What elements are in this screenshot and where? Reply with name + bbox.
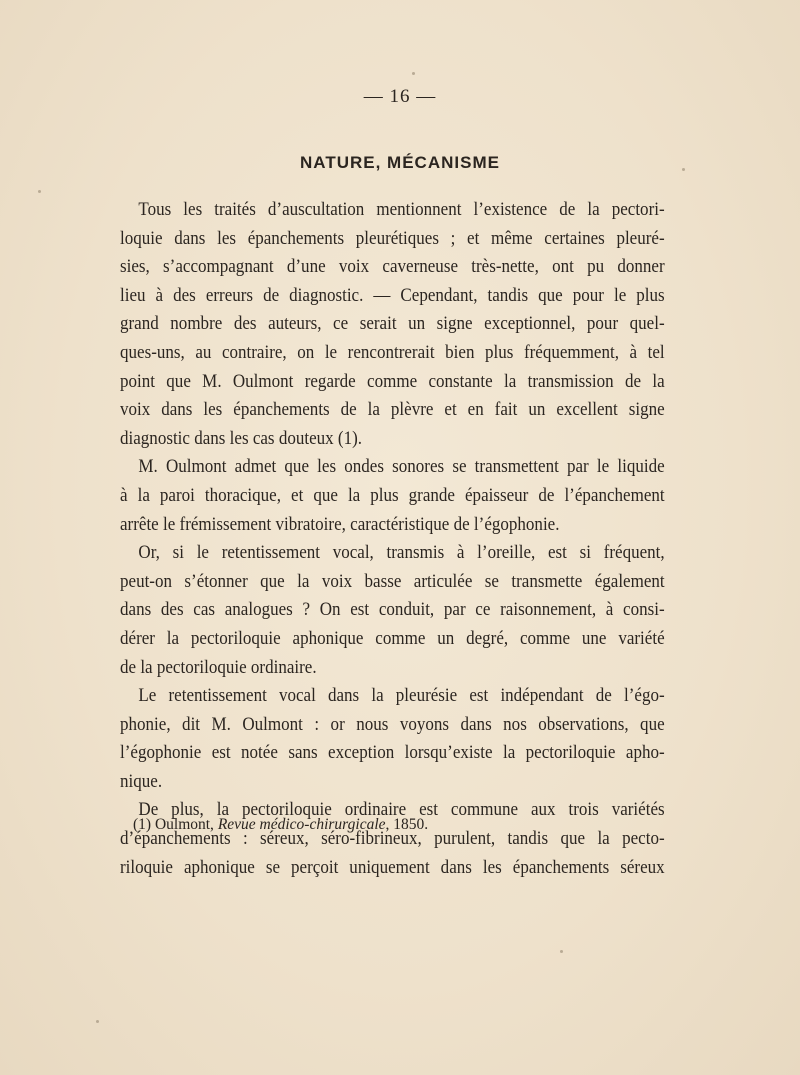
text-line: De plus, la pectoriloquie ordinaire est commune aux trois variétés xyxy=(138,800,665,821)
footnote-source: Revue médico-chirurgicale xyxy=(217,816,386,833)
text-line: grand nombre des auteurs, ce serait un signe exceptionnel, pour quel- xyxy=(120,314,665,335)
text-line: de la pectoriloquie ordinaire. xyxy=(120,657,317,678)
text-line: M. Oulmont admet que les ondes sonores se transmettent par le liquide xyxy=(138,457,665,478)
text-line: ques-uns, au contraire, on le rencontrerait bien plus fréquemment, à tel xyxy=(120,342,665,363)
text-line: nique. xyxy=(120,771,163,792)
text-line: Tous les traités d’auscultation mentionnent l’existence de la pectori- xyxy=(138,200,665,220)
text-line: à la paroi thoracique, et que la plus grande épaisseur de l’épanchement xyxy=(120,485,665,506)
text-line: arrête le frémissement vibratoire, caractéristique de l’égophonie. xyxy=(120,514,560,535)
text-line: point que M. Oulmont regarde comme constante la transmission de la xyxy=(120,371,665,392)
text-line: lieu à des erreurs de diagnostic. — Cependant, tandis que pour le plus xyxy=(120,285,665,306)
paper-speck xyxy=(38,190,41,193)
footnote xyxy=(133,816,428,834)
text-line: dérer la pectoriloquie aphonique comme un degré, comme une variété xyxy=(120,628,665,649)
text-line: d’épanchements : séreux, séro-fibrineux, purulent, tandis que la pecto- xyxy=(120,829,665,850)
section-heading: NATURE, MÉCANISME xyxy=(300,153,500,172)
text-line: sies, s’accompagnant d’une voix caverneuse très-nette, ont pu donner xyxy=(120,257,665,278)
text-line: voix dans les épanchements de la plèvre et en fait un excellent signe xyxy=(120,400,665,421)
page-number: — 16 — xyxy=(363,86,437,107)
paper-speck xyxy=(412,72,415,75)
body-text xyxy=(120,196,665,882)
paper-speck xyxy=(96,1020,99,1023)
paper-speck xyxy=(682,168,685,171)
text-line: loquie dans les épanchements pleurétiques ; et même certaines pleuré- xyxy=(120,228,665,249)
text-line: riloquie aphonique se perçoit uniquement dans les épanchements séreux xyxy=(120,857,665,878)
text-line: l’égophonie est notée sans exception lorsqu’existe la pectoriloquie apho- xyxy=(120,743,665,764)
text-line: dans des cas analogues ? On est conduit, par ce raisonnement, à consi- xyxy=(120,600,665,621)
text-line: Or, si le retentissement vocal, transmis à l’oreille, est si fréquent, xyxy=(138,543,665,564)
footnote-prefix: (1) Oulmont, xyxy=(133,816,218,833)
text-line: peut-on s’étonner que la voix basse articulée se transmette également xyxy=(120,571,665,592)
paper-speck xyxy=(560,950,563,953)
text-line: diagnostic dans les cas douteux (1). xyxy=(120,428,363,449)
footnote-suffix: , 1850. xyxy=(385,816,429,833)
text-line: phonie, dit M. Oulmont : or nous voyons dans nos observations, que xyxy=(120,714,665,735)
text-line: Le retentissement vocal dans la pleurésie est indépendant de l’égo- xyxy=(138,686,665,707)
